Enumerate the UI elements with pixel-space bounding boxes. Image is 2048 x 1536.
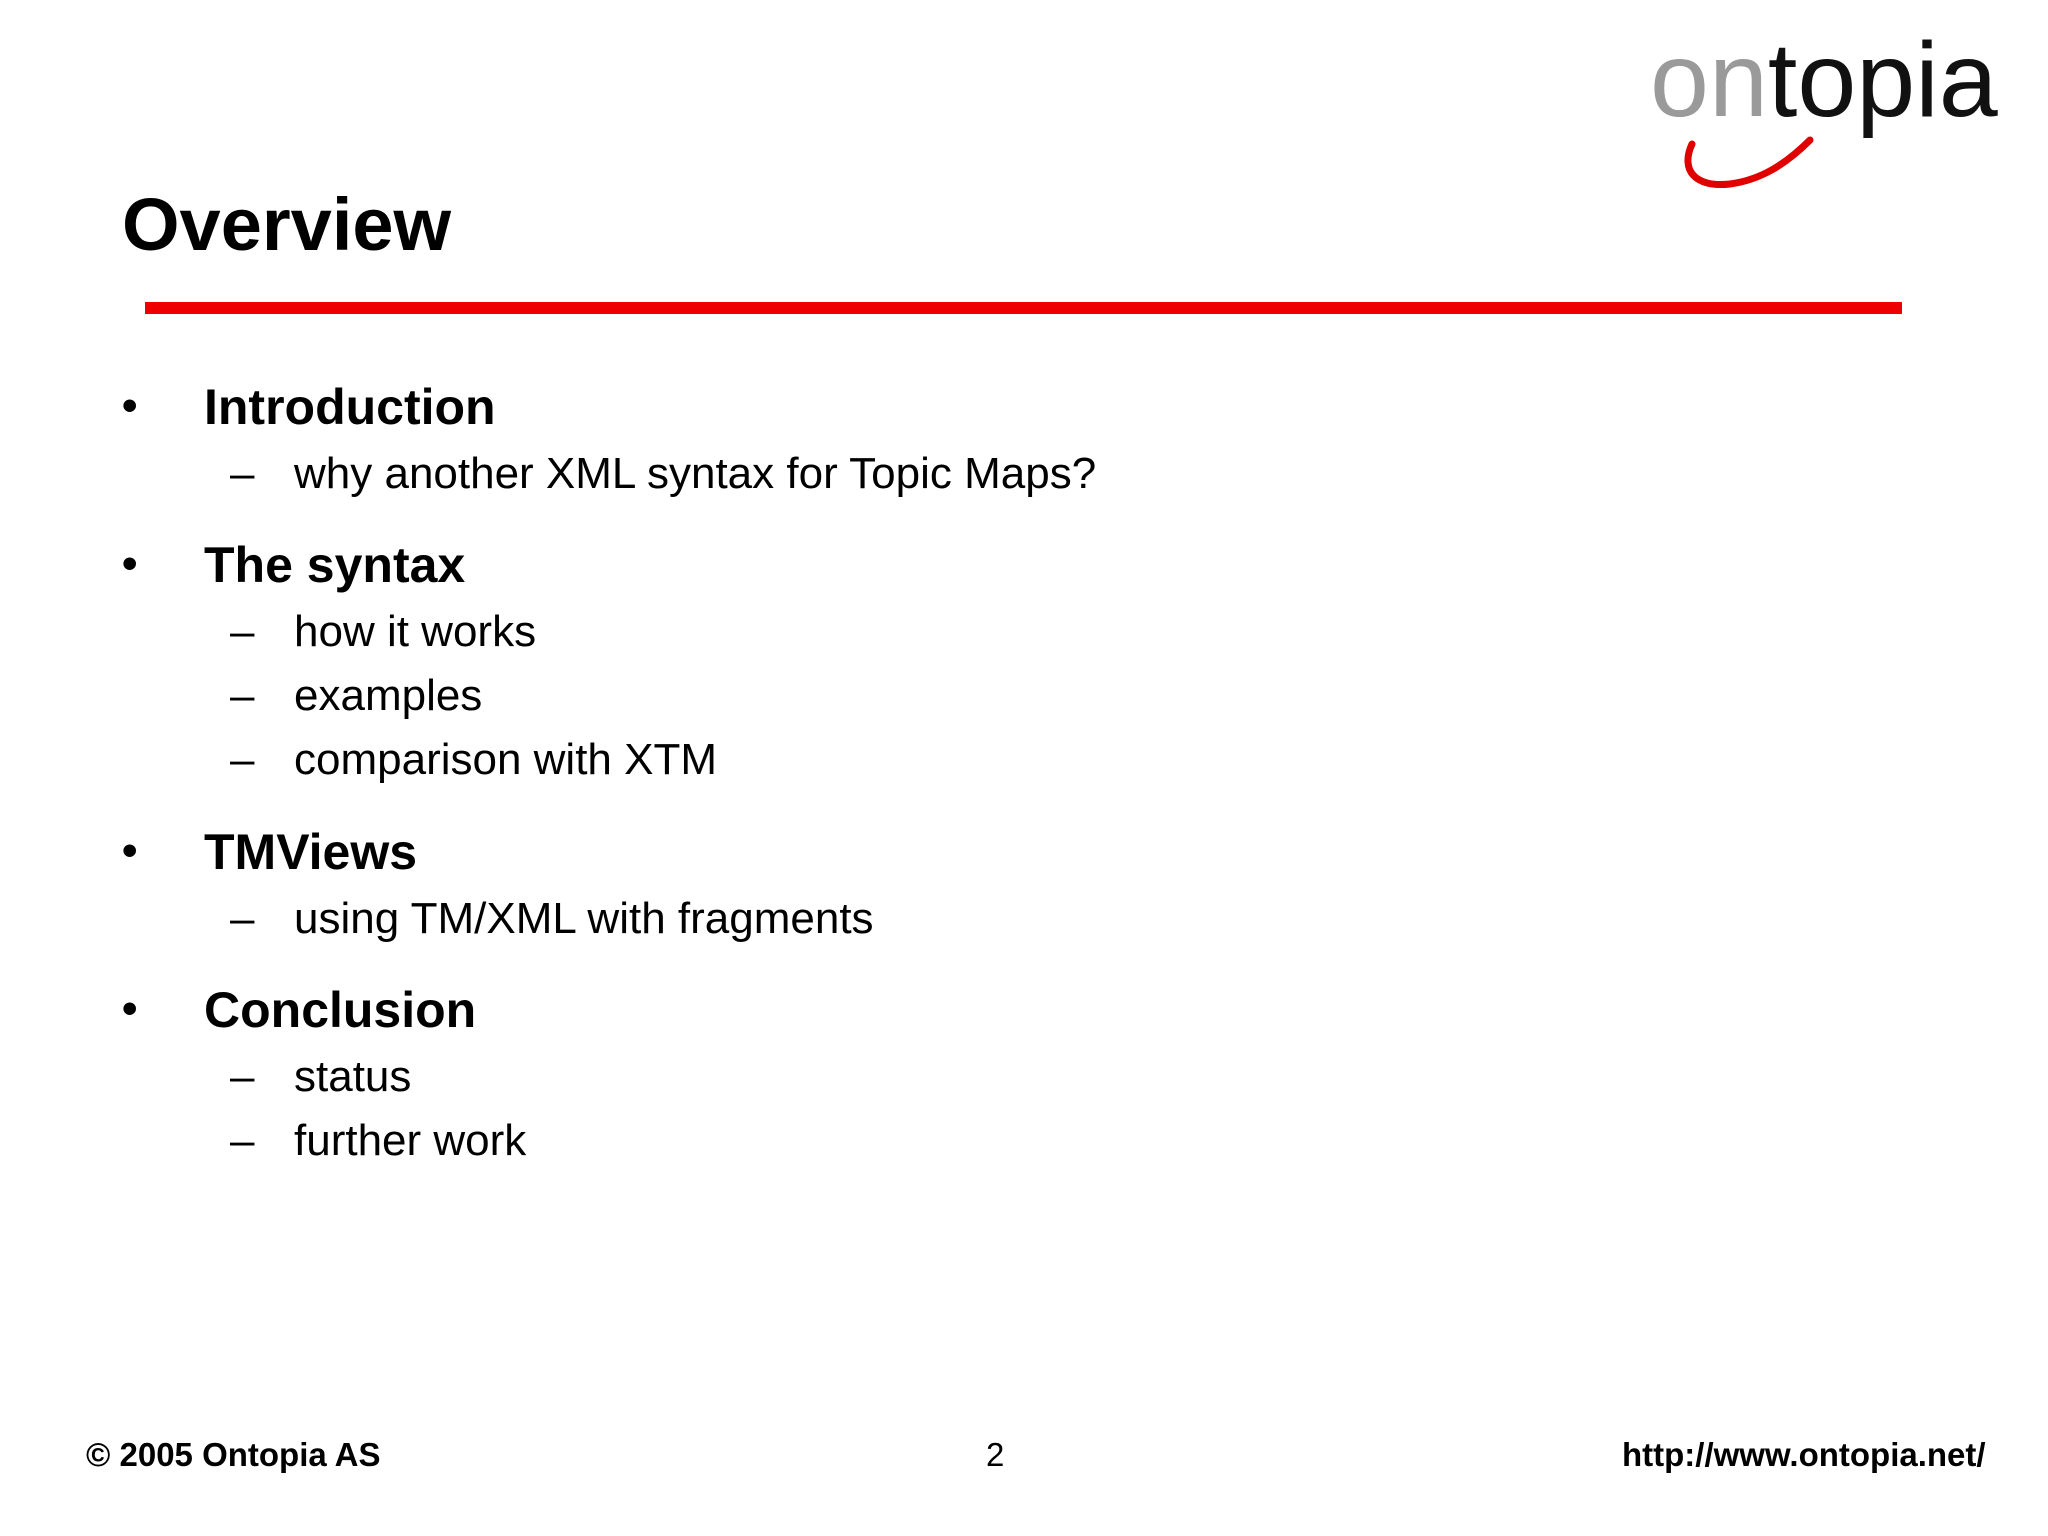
- slide-title: Overview: [122, 183, 452, 266]
- sub-item-label: comparison with XTM: [294, 735, 718, 784]
- sub-item-label: why another XML syntax for Topic Maps?: [294, 449, 1097, 498]
- sub-item-label: examples: [294, 671, 483, 720]
- bullet-label: Introduction: [204, 379, 496, 435]
- sub-item-dash: –: [230, 894, 255, 943]
- sub-item-dash: –: [230, 671, 255, 720]
- sub-item-label: how it works: [294, 607, 537, 656]
- bullet-dot: •: [122, 826, 138, 875]
- sub-item-dash: –: [230, 607, 255, 656]
- bullet-label: Conclusion: [204, 982, 477, 1038]
- logo-wordmark-topia: topia: [1767, 21, 1998, 139]
- sub-item-label: using TM/XML with fragments: [294, 894, 874, 943]
- sub-item-label: further work: [294, 1116, 527, 1165]
- sub-item-dash: –: [230, 449, 255, 498]
- bullet-dot: •: [122, 381, 138, 430]
- sub-item-dash: –: [230, 1116, 255, 1165]
- sub-item-dash: –: [230, 735, 255, 784]
- bullet-dot: •: [122, 984, 138, 1033]
- footer-copyright: © 2005 Ontopia AS: [86, 1436, 381, 1473]
- sub-item-dash: –: [230, 1052, 255, 1101]
- footer-page-number: 2: [986, 1436, 1005, 1473]
- sub-item-label: status: [294, 1052, 412, 1101]
- logo-wordmark-on: on: [1650, 21, 1768, 139]
- bullet-label: TMViews: [204, 824, 418, 880]
- bullet-dot: •: [122, 539, 138, 588]
- bullet-label: The syntax: [204, 537, 466, 593]
- footer-url: http://www.ontopia.net/: [1622, 1436, 1986, 1473]
